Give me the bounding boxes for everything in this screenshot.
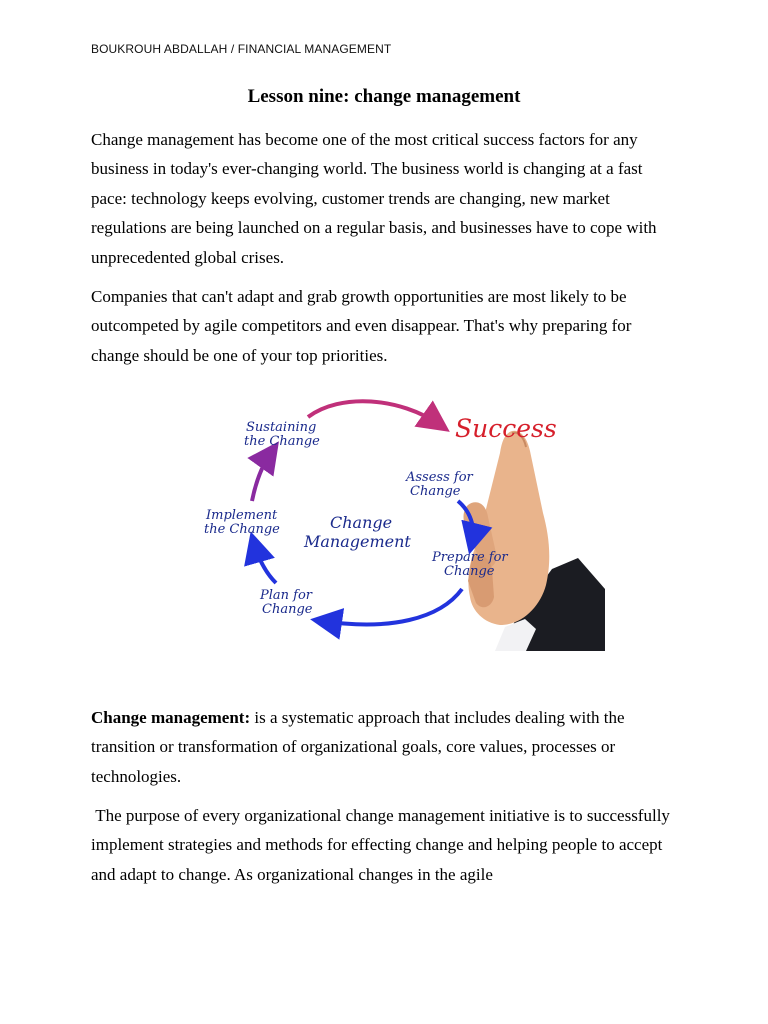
- label-plan-2: Change: [262, 602, 313, 617]
- paragraph-companies: Companies that can't adapt and grab growth opportunities are most likely to be outcompeted by agile competitors and even disappear. That's why preparing for change should be one of your top priorities.: [91, 287, 632, 365]
- arrow-implement-to-sustaining: [252, 451, 272, 501]
- hand-pointing-illustration: [464, 431, 606, 651]
- label-implement-2: the Change: [204, 522, 280, 537]
- running-header: BOUKROUH ABDALLAH / FINANCIAL MANAGEMENT: [91, 42, 392, 56]
- center-label-line2: Management: [304, 532, 411, 551]
- label-assess-2: Change: [410, 484, 461, 499]
- paragraph-purpose: The purpose of every organizational change management initiative is to successfully implement strategies and methods for effecting change and helping people to accept and adapt to change. As organizational changes in the agile: [91, 806, 675, 884]
- label-prepare-2: Change: [444, 564, 495, 579]
- label-assess-1: Assess for: [406, 470, 473, 485]
- arrow-plan-to-implement: [254, 543, 276, 583]
- label-sustaining-1: Sustaining: [246, 420, 317, 435]
- center-label-line1: Change: [330, 513, 393, 532]
- success-label: Success: [455, 414, 557, 443]
- label-implement-1: Implement: [206, 508, 278, 523]
- arrow-to-success: [308, 401, 440, 425]
- label-sustaining-2: the Change: [244, 434, 320, 449]
- paragraph-definition: [91, 703, 681, 791]
- lesson-title: Lesson nine: change management: [247, 86, 521, 107]
- paragraph-intro: Change management has become one of the most critical success factors for any business in today's ever-changing world. The business world is changing at a fast pace: technology keeps evolving, customer trends are changing, new market regulations are being launched on a regular basis, and businesses have to cope with unprecedented global crises.: [91, 130, 657, 267]
- arrow-prepare-to-plan: [322, 589, 462, 624]
- label-prepare-1: Prepare for: [432, 550, 508, 565]
- definition-term: Change management:: [91, 708, 251, 727]
- definition-text: is a systematic approach that includes dealing with the transition or transformation of organizational goals, core values, processes or technologies.: [91, 708, 625, 786]
- label-plan-1: Plan for: [260, 588, 313, 603]
- change-management-illustration: [200, 393, 605, 651]
